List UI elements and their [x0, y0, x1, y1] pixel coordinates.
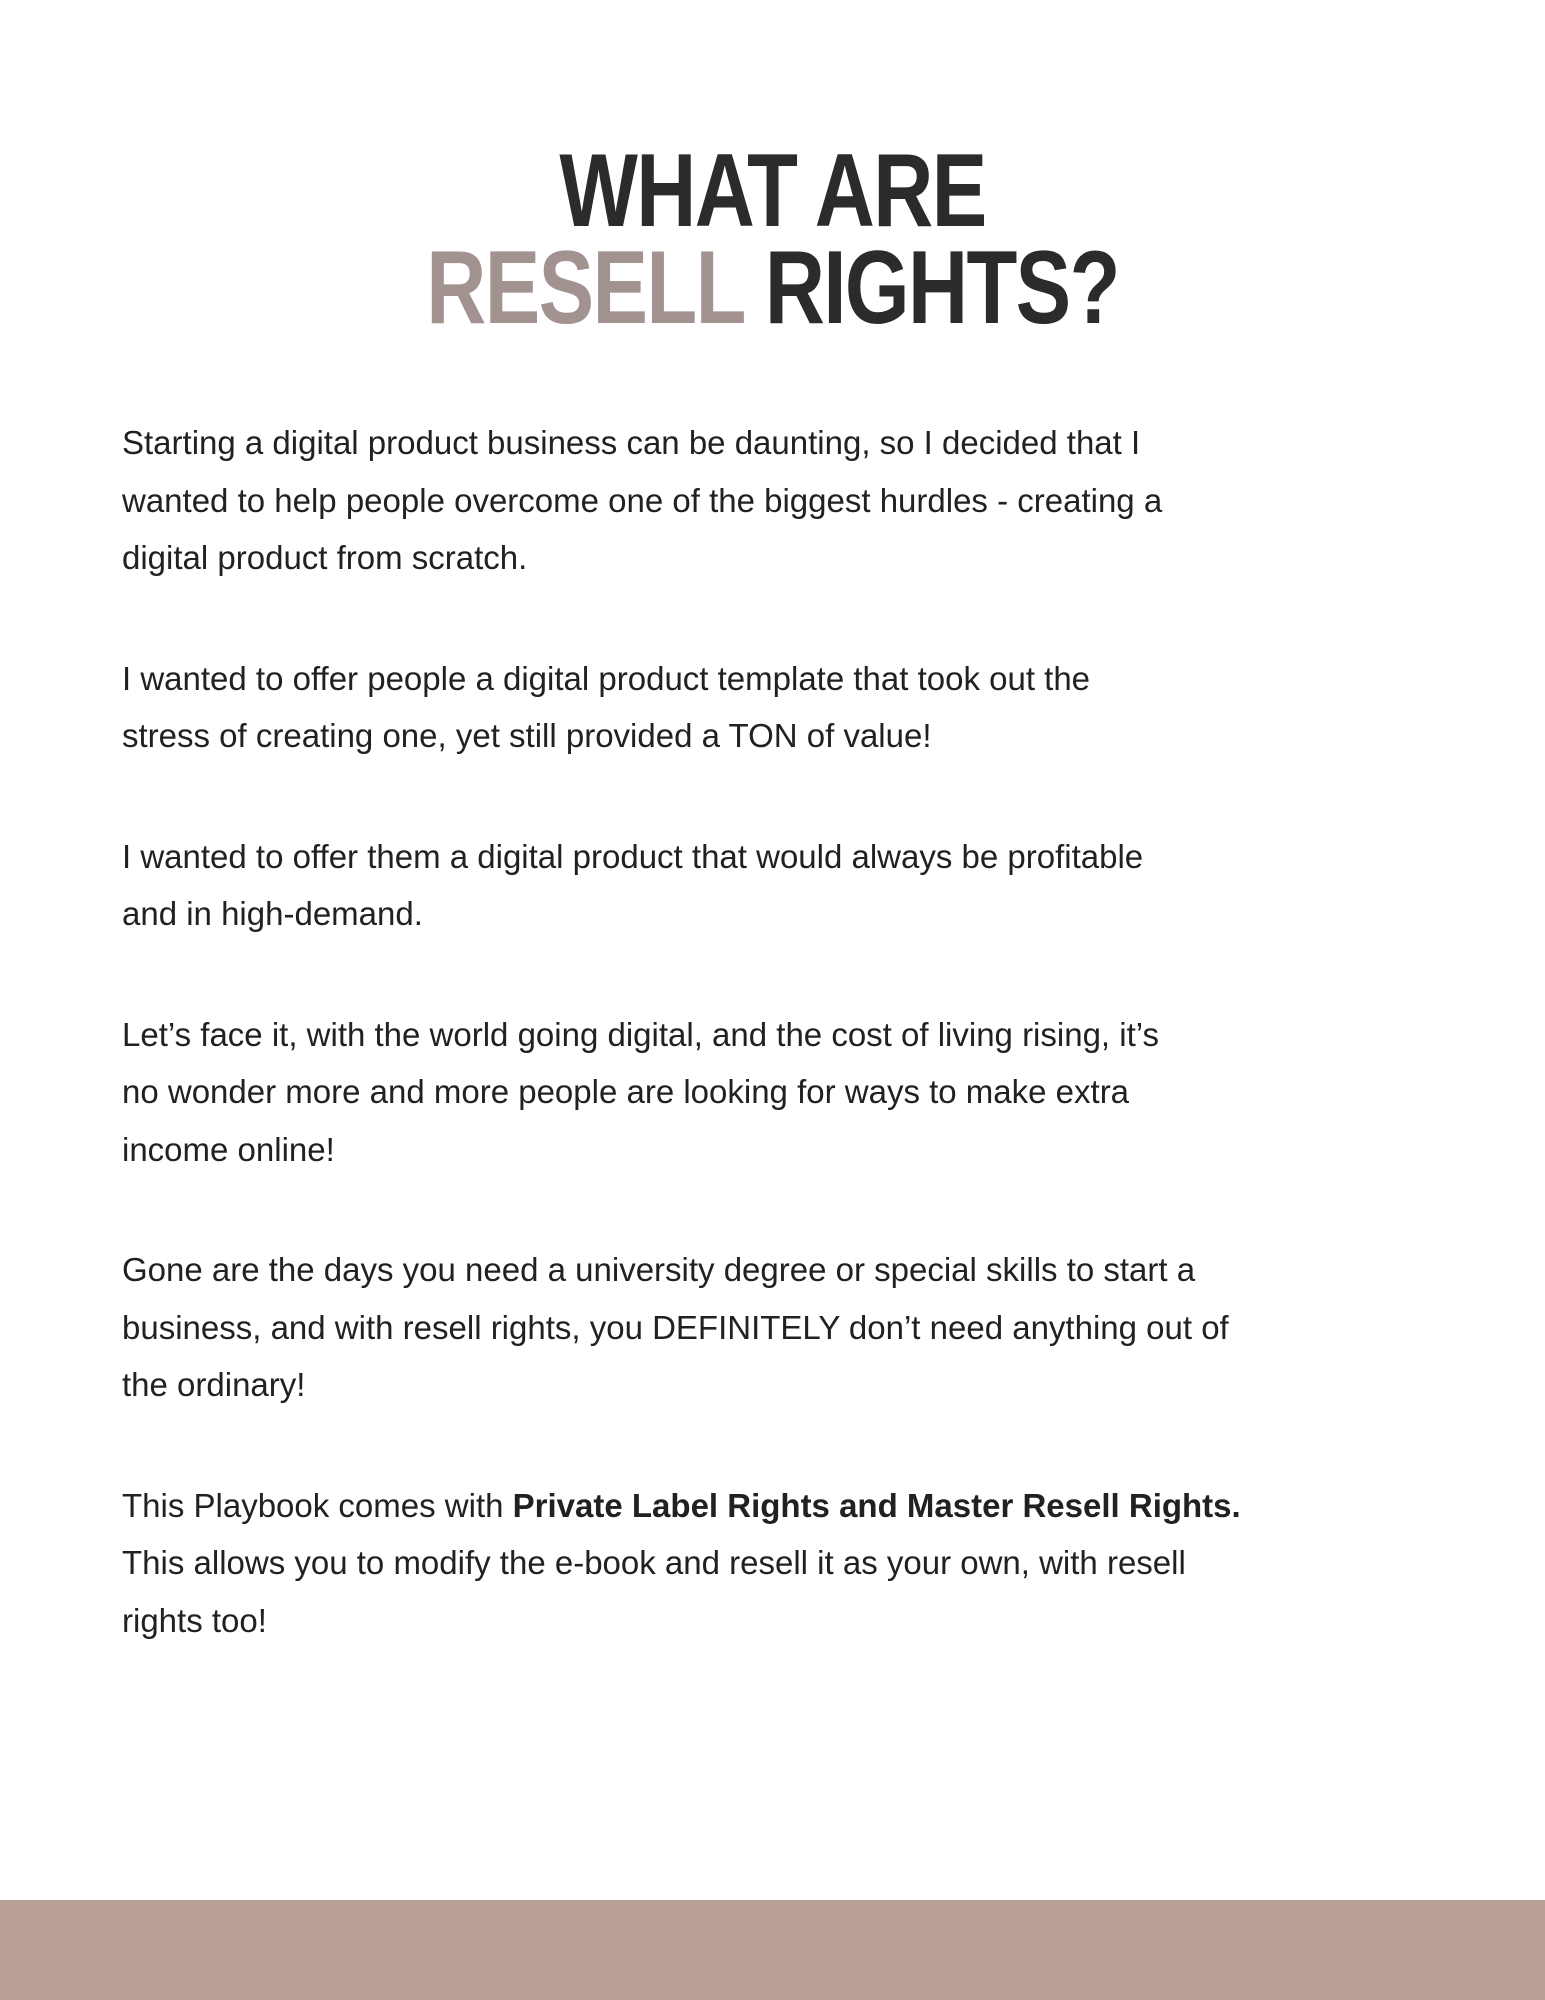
- text-line: wanted to help people overcome one of the biggest hurdles - creating a: [122, 481, 1163, 519]
- text-line: stress of creating one, yet still provided a TON of value!: [122, 717, 932, 754]
- rights-bold-phrase: Private Label Rights and Master Resell Rights.: [512, 1486, 1241, 1524]
- text-line: business, and with resell rights, you DEFINITELY don’t need anything out of: [122, 1308, 1229, 1346]
- text-line: Let’s face it, with the world going digital, and the cost of living rising, it’s: [122, 1015, 1160, 1053]
- text-line: Starting a digital product business can be daunting, so I decided that I: [122, 424, 1141, 461]
- text-line: Gone are the days you need a university degree or special skills to start a: [122, 1251, 1196, 1288]
- paragraph-1: [122, 414, 1422, 587]
- text-line: This allows you to modify the e-book and resell it as your own, with resell: [122, 1544, 1186, 1581]
- title-rest-word: RIGHTS?: [764, 230, 1119, 346]
- paragraph-6-lead: This Playbook comes with: [122, 1486, 504, 1524]
- text-line: [122, 1477, 1422, 1535]
- paragraph-3: [122, 828, 1422, 943]
- text-line: rights too!: [122, 1601, 267, 1639]
- text-line: and in high-demand.: [122, 895, 423, 932]
- title-accent-word: RESELL: [426, 230, 744, 346]
- paragraph-4: [122, 1006, 1422, 1179]
- text-line: I wanted to offer people a digital product template that took out the: [122, 659, 1091, 697]
- text-line: no wonder more and more people are looking for ways to make extra: [122, 1073, 1130, 1110]
- paragraph-5: [122, 1241, 1422, 1414]
- paragraph-2: [122, 650, 1422, 765]
- paragraph-6: [122, 1477, 1422, 1650]
- text-line: income online!: [122, 1130, 335, 1168]
- footer-bar: [0, 1900, 1545, 2000]
- text-line: I wanted to offer them a digital product that would always be profitable: [122, 837, 1144, 875]
- title-line-1: WHAT ARE: [559, 133, 986, 249]
- page-title: [155, 133, 1391, 346]
- text-line: digital product from scratch.: [122, 539, 528, 576]
- text-line: the ordinary!: [122, 1366, 306, 1403]
- body-copy: [122, 414, 1422, 1712]
